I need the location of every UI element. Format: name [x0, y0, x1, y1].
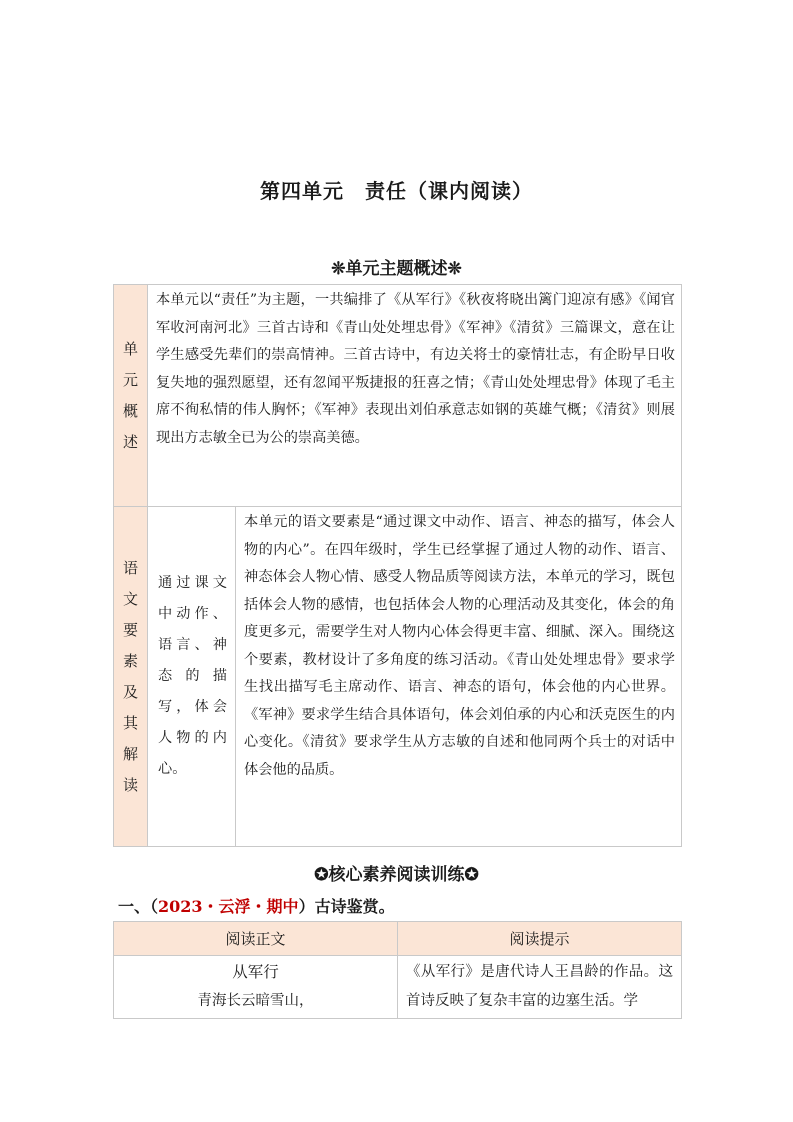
table-header-row	[114, 922, 682, 956]
question-heading	[118, 894, 395, 917]
poem-line: 青海长云暗雪山，	[197, 993, 314, 1009]
row-label-cell	[114, 507, 148, 847]
poem-title: 从军行	[232, 963, 279, 981]
language-element-text: 本单元的语文要素是“通过课文中动作、语言、神态的描写，体会人物的内心”。在四年级时，学生已经掌握了通过人物的动作、语言、神态体会人物心情、感受人物品质等阅读方法，本单元的学习，既包括体会人物的感情，也包括体会人物的心理活动及其变化，体会的角度更多元，需要学生对人物内心体会得更丰富、细腻、深入。围绕这个要素，教材设计了多角度的练习活动。《青山处处埋忠骨》要求学生找出描写毛主席动作、语言、神态的语句，体会他的内心世界。《军神》要求学生结合具体语句，体会刘伯承的内心和沃克医生的内心变化。《清贫》要求学生从方志敏的自述和他同两个兵士的对话中体会他的品质。	[236, 507, 682, 847]
column-header: 阅读正文	[114, 922, 398, 956]
unit-overview-table	[113, 284, 682, 847]
table-row	[114, 956, 682, 1019]
unit-overview-text: 本单元以“责任”为主题，一共编排了《从军行》《秋夜将晓出篱门迎凉有感》《闻官军收河南河北》三首古诗和《青山处处埋忠骨》《军神》《清贫》三篇课文，意在让学生感受先辈们的崇高情神。三首古诗中，有边关将士的豪情壮志，有企盼早日收复失地的强烈愿望，还有忽闻平叛捷报的狂喜之情；《青山处处埋忠骨》体现了毛主席不徇私情的伟人胸怀；《军神》表现出刘伯承意志如钢的英雄气概；《清贫》则展现出方志敏全已为公的崇高美德。	[148, 285, 682, 507]
question-prefix: 一、（	[118, 897, 159, 916]
column-header: 阅读提示	[398, 922, 682, 956]
question-source: 2023・云浮・期中	[158, 897, 299, 916]
unit-overview-heading: ❊单元主题概述❊	[331, 259, 462, 279]
table-row	[114, 285, 682, 507]
training-heading: ✪核心素养阅读训练✪	[314, 865, 479, 885]
reading-table	[113, 921, 682, 1019]
language-element-summary: 通过课文中动作、语言、神态的描写，体会人物的内心。	[148, 507, 236, 847]
language-element-label: 语文要素及其解读	[123, 558, 139, 794]
poem-cell	[114, 956, 398, 1019]
row-label-cell	[114, 285, 148, 507]
unit-overview-label: 单元概述	[123, 339, 139, 451]
reading-hint: 《从军行》是唐代诗人王昌龄的作品。这首诗反映了复杂丰富的边塞生活。学	[398, 956, 682, 1019]
table-row	[114, 507, 682, 847]
page-title: 第四单元 责任（课内阅读）	[260, 179, 533, 203]
question-suffix: ）古诗鉴赏。	[298, 897, 395, 916]
